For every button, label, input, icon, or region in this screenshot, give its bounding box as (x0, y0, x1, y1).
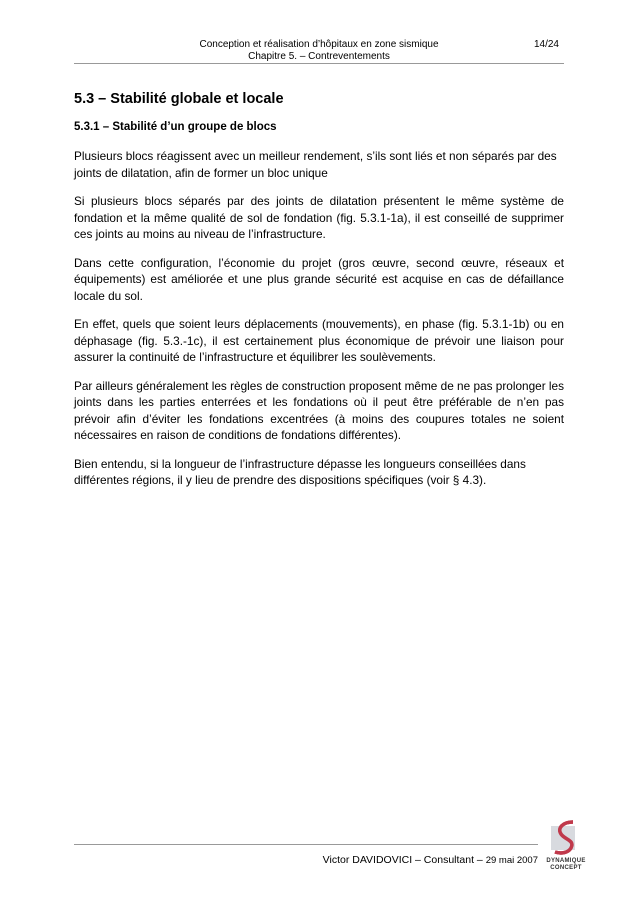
chapter-title: Chapitre 5. – Contreventements (248, 51, 390, 62)
paragraph: Plusieurs blocs réagissent avec un meilleur rendement, s’ils sont liés et non séparés par des joints de dilatation, afin de former un bloc unique (74, 149, 557, 180)
paragraph: Bien entendu, si la longueur de l’infrastructure dépasse les longueurs conseillées dans différentes régions, il y lieu de prendre des dispositions spécifiques (voir § 4.3). (74, 456, 526, 487)
page-content (74, 90, 564, 501)
document-title: Conception et réalisation d’hôpitaux en zone sismique (199, 39, 439, 50)
logo-line-1: DYNAMIQUE (546, 858, 586, 864)
footer-divider (74, 844, 538, 845)
page-number: 14/24 (533, 39, 559, 50)
subsection-heading: 5.3.1 – Stabilité d’un groupe de blocs (74, 121, 277, 133)
footer-date: 29 mai 2007 (485, 855, 538, 866)
logo-line-2: CONCEPT (550, 865, 582, 871)
paragraph: En effet, quels que soient leurs déplacements (mouvements), en phase (fig. 5.3.1-1b) ou en déphasage (fig. 5.3.-1c), il est certainement plus économique de prévoir une liaison pour assurer la continuité de l’infrastructure et équilibrer les soulèvements. (74, 317, 564, 364)
company-logo (545, 820, 587, 874)
paragraph: Par ailleurs généralement les règles de construction proposent même de ne pas prolonger les joints dans les parties enterrées et les fondations où il peut être préférable de n’en pas prévoir afin d’éviter les fondations excentrées (à moins des coupures totales ne soient nécessaires en raison de conditions de fondations différentes). (74, 378, 564, 442)
header-divider (74, 63, 564, 64)
paragraph: Dans cette configuration, l’économie du projet (gros œuvre, second œuvre, réseaux et équipements) est améliorée et une plus grande sécurité est acquise en cas de défaillance locale du sol. (74, 255, 564, 303)
paragraph: Si plusieurs blocs séparés par des joints de dilatation présentent le même système de fondation et la même qualité de sol de fondation (fig. 5.3.1-1a), il est conseillé de supprimer ces joints au moins au niveau de l’infrastructure. (74, 194, 564, 241)
page-footer (323, 854, 538, 867)
logo-mark-icon (545, 820, 587, 856)
page-header (74, 38, 564, 65)
section-heading: 5.3 – Stabilité globale et locale (74, 91, 284, 107)
footer-author: Victor DAVIDOVICI – Consultant – (322, 854, 483, 866)
